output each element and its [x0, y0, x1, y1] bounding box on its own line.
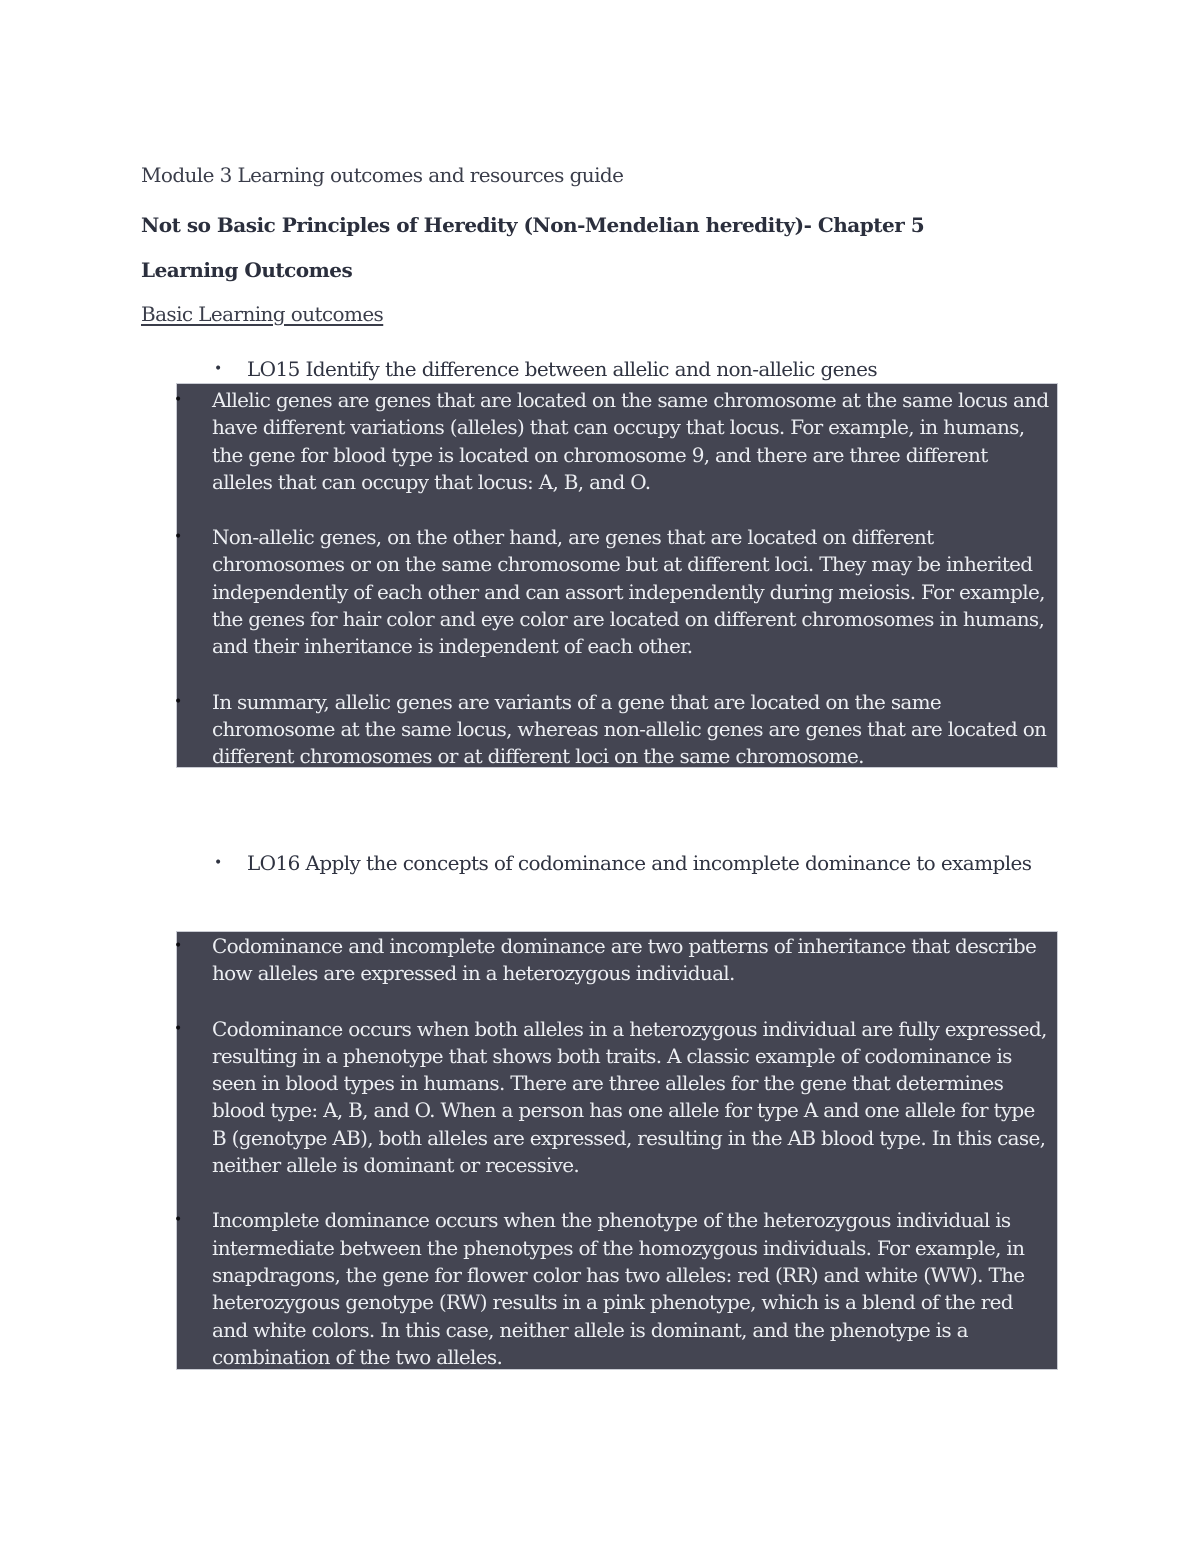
bullet-icon: • [214, 361, 222, 377]
learning-outcome-lo16 [214, 851, 1031, 875]
learning-outcome-lo15 [214, 357, 877, 381]
bullet-icon: • [174, 693, 182, 710]
basic-learning-outcomes-heading: Basic Learning outcomes [141, 302, 384, 326]
answer-paragraph-text: In summary, allelic genes are variants of a gene that are located on the same chromosome at the same locus, whereas non-allelic genes are genes that are located on different chromosomes or at different loci on the same chromosome. [212, 689, 1047, 769]
answer-box-lo15 [176, 383, 1058, 768]
answer-paragraph-text: Codominance occurs when both alleles in a heterozygous individual are fully expressed, resulting in a phenotype that shows both traits. A classic example of codominance is seen in blood types in humans. There are three alleles for the gene that determines blood type: A, B, and O. When a person has one allele for type A and one allele for type B (genotype AB), both alleles are expressed, resulting in the AB blood type. In this case, neither allele is dominant or recessive. [212, 1016, 1047, 1178]
answer-box-lo16 [176, 931, 1058, 1370]
answer-paragraph [174, 933, 1057, 988]
answer-paragraph-text: Non-allelic genes, on the other hand, are genes that are located on different chromosomes or on the same chromosome but at different loci. They may be inherited independently of each other and can assort independently during meiosis. For example, the genes for hair color and eye color are located on different chromosomes in humans, and their inheritance is independent of each other. [212, 525, 1045, 659]
answer-paragraph-text: Incomplete dominance occurs when the phenotype of the heterozygous individual is intermediate between the phenotypes of the homozygous individuals. For example, in snapdragons, the gene for flower color has two alleles: red (RR) and white (WW). The heterozygous genotype (RW) results in a pink phenotype, which is a blend of the red and white colors. In this case, neither allele is dominant, and the phenotype is a combination of the two alleles. [212, 1208, 1025, 1369]
answer-paragraph [174, 1016, 1057, 1180]
answer-paragraph-text: Codominance and incomplete dominance are two patterns of inheritance that describe how alleles are expressed in a heterozygous individual. [212, 934, 1037, 986]
chapter-title: Not so Basic Principles of Heredity (Non-Mendelian heredity)- Chapter 5 [141, 213, 925, 237]
answer-paragraph-text: Allelic genes are genes that are located on the same chromosome at the same locus and have different variations (alleles) that can occupy that locus. For example, in humans, the gene for blood type is located on chromosome 9, and there are three different alleles that can occupy that locus: A, B, and O. [212, 388, 1049, 494]
bullet-icon: • [174, 938, 182, 954]
bullet-icon: • [174, 1020, 182, 1037]
bullet-icon: • [174, 1212, 182, 1229]
answer-paragraph [174, 689, 1057, 771]
bullet-icon: • [214, 855, 222, 871]
answer-paragraph [174, 1207, 1057, 1371]
learning-outcomes-heading: Learning Outcomes [141, 258, 353, 282]
bullet-icon: • [174, 392, 182, 408]
document-heading: Module 3 Learning outcomes and resources guide [141, 163, 624, 187]
learning-outcome-label: LO16 Apply the concepts of codominance and incomplete dominance to examples [247, 851, 1032, 875]
answer-paragraph [174, 387, 1057, 496]
bullet-icon: • [174, 529, 182, 546]
answer-paragraph [174, 524, 1057, 660]
learning-outcome-label: LO15 Identify the difference between allelic and non-allelic genes [247, 357, 878, 381]
